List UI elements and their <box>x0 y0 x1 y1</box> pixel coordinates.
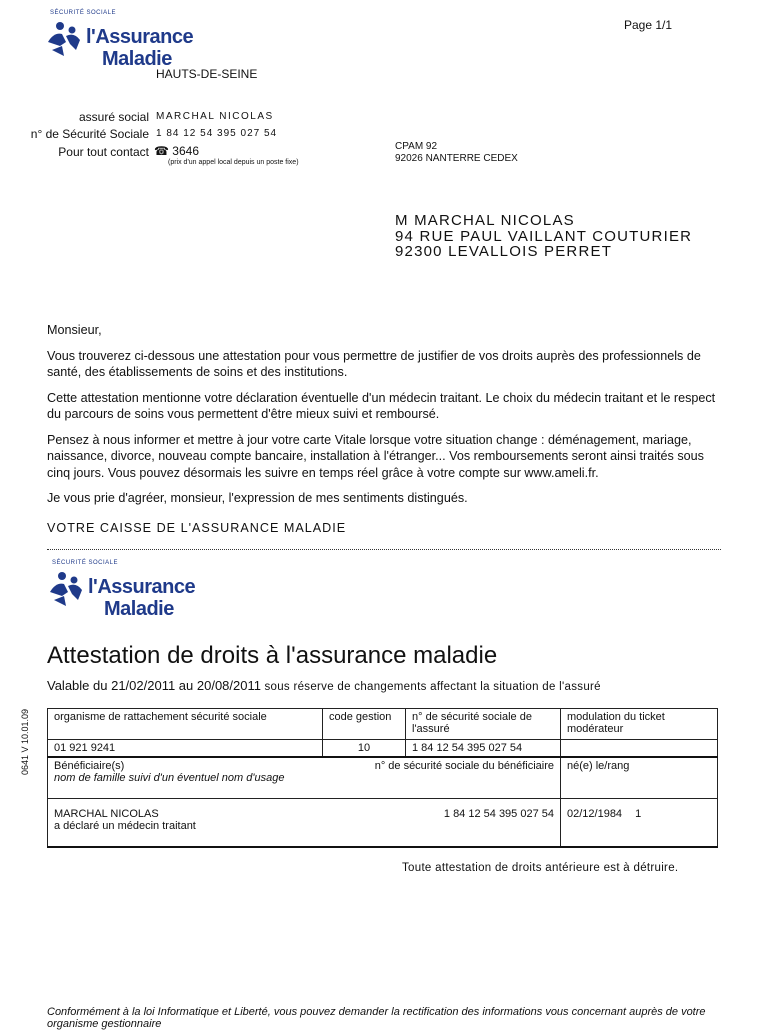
header-code: code gestion <box>323 709 406 740</box>
attestation-title: Attestation de droits à l'assurance maladie <box>47 642 498 669</box>
beneficiary-label: Bénéficiaire(s) <box>54 760 125 772</box>
logo-tagline: SÉCURITÉ SOCIALE <box>50 10 117 16</box>
sender-line2: 92026 NANTERRE CEDEX <box>395 153 518 164</box>
salutation: Monsieur, <box>47 323 102 337</box>
cell-organisme: 01 921 9241 <box>48 740 323 758</box>
table-row <box>48 740 718 758</box>
logo-tagline: SÉCURITÉ SOCIALE <box>52 560 119 566</box>
cut-line <box>47 549 721 550</box>
assure-label: assuré social <box>78 110 149 124</box>
validity-note: sous réserve de changements affectant la situation de l'assuré <box>260 681 601 693</box>
contact-label: Pour tout contact <box>58 145 149 159</box>
beneficiary-nss: 1 84 12 54 395 027 54 <box>443 808 554 820</box>
beneficiary-sublabel: nom de famille suivi d'un éventuel nom d'usage <box>54 772 285 784</box>
figures-icon <box>46 562 90 612</box>
beneficiary-rank: 1 <box>635 808 642 820</box>
validity-line <box>47 678 601 693</box>
recipient-address <box>395 213 692 260</box>
footer-notice: Conformément à la loi Informatique et Liberté, vous pouvez demander la rectification des informations vous concernant auprès de votre organisme gestionnaire <box>47 1006 706 1030</box>
header-organisme: organisme de rattachement sécurité sociale <box>48 709 323 740</box>
logo-line1: l'Assurance <box>88 576 196 598</box>
contact-note: (prix d'un appel local depuis un poste fixe) <box>168 159 299 166</box>
beneficiary-cell <box>48 799 561 848</box>
beneficiary-header <box>48 757 561 799</box>
table-header-row <box>48 709 718 740</box>
logo-line1: l'Assurance <box>86 26 194 48</box>
beneficiary-nss-label: n° de sécurité sociale du bénéficiaire <box>374 760 554 772</box>
validity-dates: Valable du 21/02/2011 au 20/08/2011 <box>47 678 261 693</box>
assure-value: MARCHAL NICOLAS <box>156 111 274 122</box>
phone-icon: ☎ <box>154 144 169 158</box>
region-name: HAUTS-DE-SEINE <box>156 67 258 81</box>
assurance-maladie-logo <box>44 12 244 102</box>
cell-modulation <box>561 740 718 758</box>
contact-phone-row <box>154 144 199 158</box>
header-nss: n° de sécurité sociale de l'assuré <box>406 709 561 740</box>
paragraph-3: Pensez à nous informer et mettre à jour votre carte Vitale lorsque votre situation change : déménagement, mariage, naissance, divorce, nouveau compte bancaire, installation à l'étranger... Vos remboursements seront ainsi traités sous cinq jours. Vous pouvez désormais les suivre en temps réel grâce à votre compte sur www.ameli.fr. <box>47 432 704 480</box>
beneficiary-row <box>48 799 718 848</box>
paragraph-2: Cette attestation mentionne votre déclaration éventuelle d'un médecin traitant. Le choix du médecin traitant et le respect du parcours de soins vous permettent d'être mieux suivi et remboursé. <box>47 390 716 421</box>
header-modulation: modulation du ticket modérateur <box>561 709 718 740</box>
secu-label: n° de Sécurité Sociale <box>30 127 149 141</box>
attestation-table <box>47 708 718 848</box>
beneficiary-born: 02/12/1984 <box>567 808 623 820</box>
contact-phone: 3646 <box>172 144 199 158</box>
form-code: 0641 V 10.01.09 <box>20 708 30 775</box>
recipient-line3: 92300 LEVALLOIS PERRET <box>395 243 613 260</box>
sender-line1: CPAM 92 <box>395 141 438 152</box>
logo-line2: Maladie <box>104 598 174 620</box>
cell-code: 10 <box>323 740 406 758</box>
secu-value: 1 84 12 54 395 027 54 <box>156 128 278 139</box>
beneficiary-born-label: né(e) le/rang <box>561 757 718 799</box>
beneficiary-note: a déclaré un médecin traitant <box>54 820 196 832</box>
letter-body <box>47 322 727 516</box>
beneficiary-name: MARCHAL NICOLAS <box>54 808 159 820</box>
cell-nss: 1 84 12 54 395 027 54 <box>406 740 561 758</box>
beneficiary-born-cell <box>561 799 718 848</box>
recipient-line1: M MARCHAL NICOLAS <box>395 212 575 229</box>
figures-icon <box>44 12 88 62</box>
assurance-maladie-logo-2 <box>46 562 246 652</box>
beneficiary-header-row <box>48 757 718 799</box>
paragraph-1: Vous trouverez ci-dessous une attestation pour vous permettre de justifier de vos droits auprès des professionnels de santé, des établissements de soins et des institutions. <box>47 348 701 379</box>
recipient-line2: 94 RUE PAUL VAILLANT COUTURIER <box>395 227 693 245</box>
signature: VOTRE CAISSE DE L'ASSURANCE MALADIE <box>47 521 347 535</box>
logo-line2: Maladie <box>102 48 172 70</box>
page-number: Page 1/1 <box>624 18 673 32</box>
paragraph-4: Je vous prie d'agréer, monsieur, l'expression de mes sentiments distingués. <box>47 491 468 505</box>
sender-address <box>395 141 518 165</box>
destroy-notice: Toute attestation de droits antérieure est à détruire. <box>402 862 679 874</box>
